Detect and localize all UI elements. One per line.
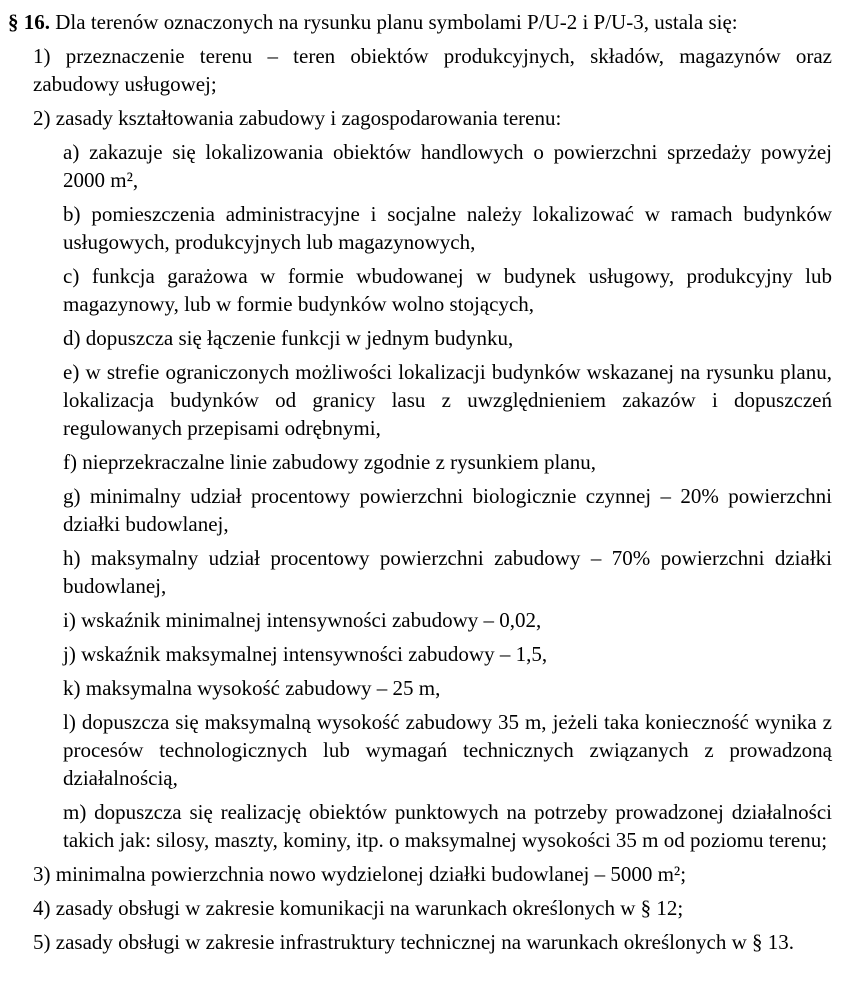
item-text: maksymalny udział procentowy powierzchni zabudowy – 70% powierzchni działki budowlanej, <box>63 546 833 598</box>
item-text: minimalna powierzchnia nowo wydzielonej działki budowlanej – 5000 m²; <box>55 862 687 886</box>
list-item <box>33 894 832 922</box>
item-text: nieprzekraczalne linie zabudowy zgodnie z rysunkiem planu, <box>82 450 596 474</box>
item-text: minimalny udział procentowy powierzchni biologicznie czynnej – 20% powierzchni działki budowlanej, <box>63 484 833 536</box>
item-text: dopuszcza się realizację obiektów punktowych na potrzeby prowadzonej działalności takich jak: silosy, maszty, kominy, itp. o maksymalnej wysokości 35 m od poziomu terenu; <box>63 800 832 852</box>
section-marker: § 16. <box>8 10 50 34</box>
item-marker: 3) <box>33 862 51 886</box>
item-marker: c) <box>63 264 80 288</box>
list-item <box>63 708 832 792</box>
item-text: dopuszcza się łączenie funkcji w jednym budynku, <box>85 326 514 350</box>
item-text: wskaźnik minimalnej intensywności zabudowy – 0,02, <box>81 608 542 632</box>
item-marker: m) <box>63 800 87 824</box>
list-item <box>63 606 832 634</box>
item-marker: i) <box>63 608 76 632</box>
list-item <box>63 324 832 352</box>
item-marker: j) <box>63 642 76 666</box>
item-marker: e) <box>63 360 80 384</box>
item-text: dopuszcza się maksymalną wysokość zabudowy 35 m, jeżeli taka konieczność wynika z procesów technologicznych lub wymagań technicznych związanych z prowadzoną działalnością, <box>63 710 832 790</box>
item-text: w strefie ograniczonych możliwości lokalizacji budynków wskazanej na rysunku planu, lokalizacja budynków od granicy lasu z uwzględnieniem zakazów i dopuszczeń regulowanych przepisami odrębnymi, <box>63 360 833 440</box>
list-item <box>63 262 832 318</box>
list-item <box>33 104 832 132</box>
section-heading <box>8 8 832 36</box>
item-text: zasady obsługi w zakresie infrastruktury technicznej na warunkach określonych w § 13. <box>55 930 795 954</box>
item-marker: l) <box>63 710 76 734</box>
item-marker: b) <box>63 202 81 226</box>
list-item <box>33 928 832 956</box>
item-marker: 1) <box>33 44 51 68</box>
item-marker: 5) <box>33 930 51 954</box>
list-item <box>33 42 832 98</box>
item-text: zasady kształtowania zabudowy i zagospodarowania terenu: <box>55 106 562 130</box>
item-marker: k) <box>63 676 81 700</box>
list-item <box>63 544 832 600</box>
list-item <box>63 482 832 538</box>
item-marker: f) <box>63 450 77 474</box>
item-marker: 2) <box>33 106 51 130</box>
item-text: przeznaczenie terenu – teren obiektów produkcyjnych, składów, magazynów oraz zabudowy usługowej; <box>33 44 832 96</box>
item-text: maksymalna wysokość zabudowy – 25 m, <box>85 676 441 700</box>
item-text: funkcja garażowa w formie wbudowanej w budynek usługowy, produkcyjny lub magazynowy, lub w formie budynków wolno stojących, <box>63 264 833 316</box>
item-marker: g) <box>63 484 81 508</box>
list-item <box>63 448 832 476</box>
item-marker: d) <box>63 326 81 350</box>
list-item <box>63 358 832 442</box>
section-intro: Dla terenów oznaczonych na rysunku planu symbolami P/U-2 i P/U-3, ustala się: <box>55 10 738 34</box>
item-text: zakazuje się lokalizowania obiektów handlowych o powierzchni sprzedaży powyżej 2000 m², <box>63 140 833 192</box>
list-item <box>63 674 832 702</box>
item-text: zasady obsługi w zakresie komunikacji na warunkach określonych w § 12; <box>55 896 684 920</box>
list-item <box>33 860 832 888</box>
list-item <box>63 138 832 194</box>
item-text: wskaźnik maksymalnej intensywności zabudowy – 1,5, <box>81 642 548 666</box>
item-marker: 4) <box>33 896 51 920</box>
item-text: pomieszczenia administracyjne i socjalne należy lokalizować w ramach budynków usługowych, produkcyjnych lub magazynowych, <box>63 202 833 254</box>
list-item <box>63 798 832 854</box>
list-item <box>63 640 832 668</box>
item-marker: a) <box>63 140 80 164</box>
list-item <box>63 200 832 256</box>
item-marker: h) <box>63 546 81 570</box>
